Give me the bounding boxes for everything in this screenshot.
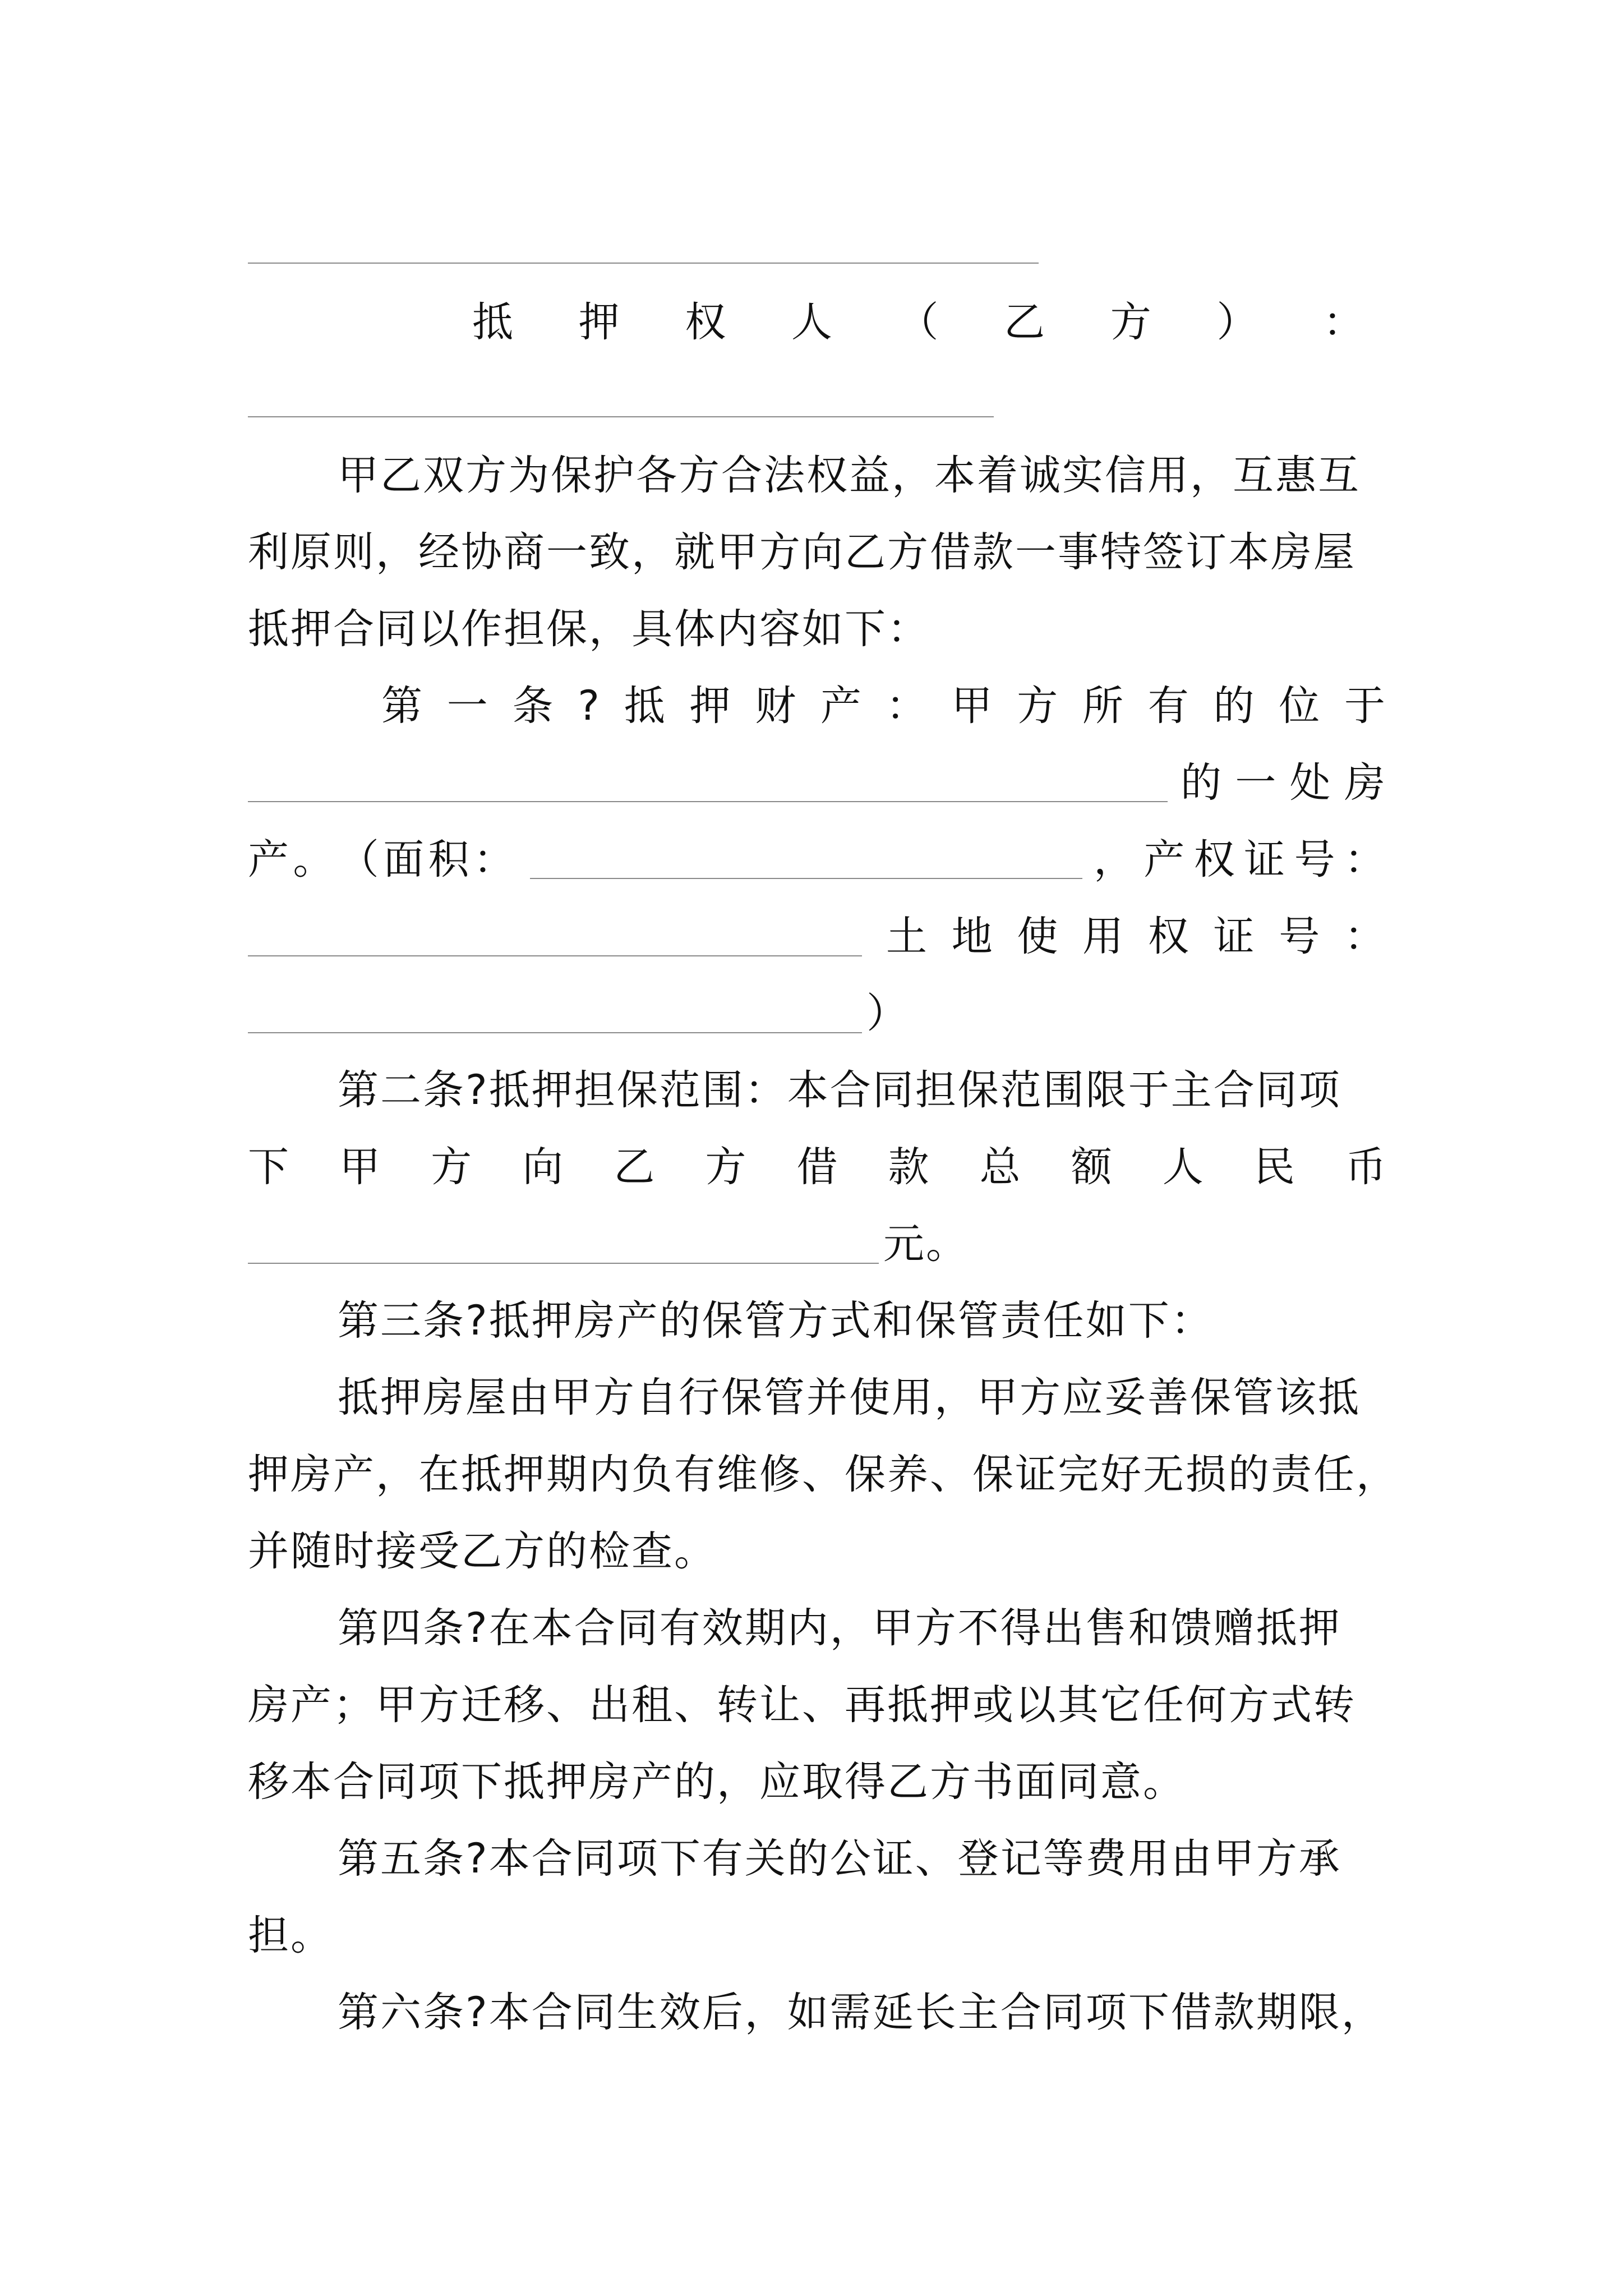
intro-line-3: 抵押合同以作担保，具体内容如下： [248,605,930,653]
art1-char: 产 [820,682,861,730]
art1-char: 第 [381,682,422,730]
art1-char: ， [1094,836,1135,884]
title-char: 抵 [472,298,513,346]
art2-char: 额 [1071,1143,1112,1191]
art1-char: 面 [383,836,425,884]
art1-char: 的 [1181,759,1221,807]
art2-line-3-tail: 元。 [883,1220,969,1268]
art1-char: 于 [1344,682,1385,730]
title-char: 人 [791,298,832,346]
art3-line-1: 第三条?抵押房产的保管方式和保管责任如下： [338,1297,1214,1345]
art1-char: 位 [1279,682,1320,730]
mortgagee-blank-line [248,416,994,417]
art2-char: 借 [796,1143,838,1191]
art6-line-1: 第六条?本合同生效后，如需延长主合同项下借款期限， [338,1989,1384,2036]
art1-char: 使 [1017,913,1058,960]
art1-char: 一 [1235,759,1276,807]
art2-char: 人 [1162,1143,1204,1191]
art1-char: 财 [755,682,796,730]
art1-line-1 [381,675,1385,737]
art1-line-4-tail [886,906,1385,968]
art2-char: 币 [1345,1143,1386,1191]
art1-char: 用 [1082,913,1124,960]
title-char: 乙 [1004,298,1045,346]
art1-char: 证 [1244,836,1285,884]
art1-line-3a [248,829,514,891]
art1-line-2-tail [1181,752,1385,814]
title-char: 权 [685,298,726,346]
art1-char: ： [473,836,514,884]
property-location-blank [248,801,1168,802]
art1-char: 押 [689,682,731,730]
art2-char: 总 [979,1143,1021,1191]
art3-line-4: 并随时接受乙方的检查。 [248,1527,717,1575]
art1-line-3b [1094,829,1385,891]
land-cert-blank [248,1032,862,1033]
art1-char: 方 [1017,682,1058,730]
art2-char: 甲 [339,1143,381,1191]
art1-char: 号 [1294,836,1335,884]
art5-line-2: 担。 [248,1912,333,1959]
art1-char: ： [1344,836,1385,884]
art3-line-3: 押房产，在抵押期内负有维修、保养、保证完好无损的责任， [248,1451,1399,1498]
art1-char: 一 [446,682,488,730]
loan-amount-blank [248,1263,879,1264]
art2-char: 乙 [614,1143,655,1191]
art2-char: 款 [888,1143,929,1191]
title-char: 押 [578,298,620,346]
art4-line-2: 房产；甲方迁移、出租、转让、再抵押或以其它任何方式转 [248,1681,1356,1729]
art1-char: ： [1344,913,1385,960]
title-char: （ [897,298,939,346]
art2-line-2 [248,1137,1386,1198]
art1-char: ： [886,682,927,730]
art1-char: （ [338,836,379,884]
art1-char: 积 [428,836,469,884]
mortgagee-title [472,292,1364,353]
title-char: 方 [1110,298,1151,346]
art3-line-2: 抵押房屋由甲方自行保管并使用，甲方应妥善保管该抵 [338,1374,1361,1421]
art2-char: 向 [522,1143,564,1191]
art4-line-3: 移本合同项下抵押房产的，应取得乙方书面同意。 [248,1758,1186,1806]
art2-line-1: 第二条?抵押担保范围：本合同担保范围限于主合同项 [338,1066,1341,1114]
art1-char: 权 [1147,913,1189,960]
art1-char: 的 [1213,682,1255,730]
art1-char: 证 [1213,913,1255,960]
art2-char: 方 [705,1143,746,1191]
art1-char: 权 [1193,836,1235,884]
title-cert-blank [248,955,862,956]
art2-char: 方 [431,1143,472,1191]
art1-char: 条 [512,682,554,730]
art1-char: 甲 [951,682,993,730]
top-blank-line [248,263,1039,264]
art2-char: 下 [248,1143,289,1191]
art1-char: 处 [1289,759,1331,807]
intro-line-1: 甲乙双方为保护各方合法权益，本着诚实信用，互惠互 [338,452,1361,499]
art1-line-5-tail: ） [866,990,907,1037]
art4-line-1: 第四条?在本合同有效期内，甲方不得出售和馈赠抵押 [338,1604,1341,1652]
art1-char: 抵 [624,682,665,730]
intro-line-2: 利原则，经协商一致，就甲方向乙方借款一事特签订本房屋 [248,528,1356,576]
art1-char: 房 [1344,759,1385,807]
art1-char: 所 [1082,682,1123,730]
art1-char: 产 [248,836,289,884]
art2-char: 民 [1253,1143,1295,1191]
art1-char: 地 [951,913,993,960]
title-char: ： [1323,298,1364,346]
area-blank [530,878,1082,879]
art1-char: 。 [293,836,334,884]
art1-char: 土 [886,913,927,960]
art1-char: ? [578,682,600,730]
art5-line-1: 第五条?本合同项下有关的公证、登记等费用由甲方承 [338,1835,1341,1883]
art1-char: 号 [1279,913,1320,960]
art1-char: 有 [1147,682,1189,730]
art1-char: 产 [1144,836,1185,884]
title-char: ） [1216,298,1258,346]
